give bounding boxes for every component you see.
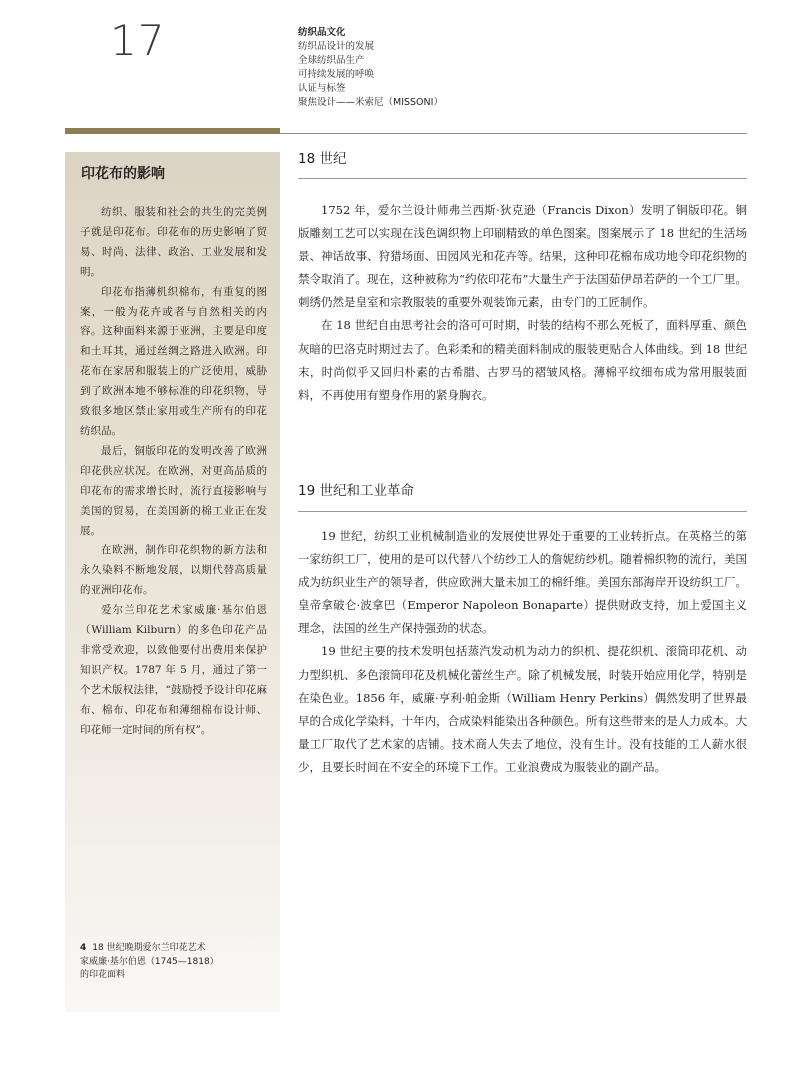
body-paragraph: 在 18 世纪自由思考社会的洛可可时期，时装的结构不那么死板了，面料厚重、颜色灰暗的巴洛克时期过去了。色彩柔和的精美面料制成的服装更贴合人体曲线。到 18 世纪末，时尚似乎又回归朴素的古希腊、古罗马的褶皱风格。薄棉平纹细布成为常用服装面料，不再使用有塑身作用的紧身胸衣。 xyxy=(298,318,747,402)
nav-item: 可持续发展的呼唤 xyxy=(298,69,375,80)
sidebar-title: 印花布的影响 xyxy=(81,166,165,182)
caption-line-1 xyxy=(80,942,270,956)
section-body xyxy=(298,199,747,407)
section-body xyxy=(298,525,747,779)
sidebar-paragraph: 纺织、服装和社会的共生的完美例子就是印花布。印花布的历史影响了贸易、时尚、法律、政治、工业发展和发明。 xyxy=(80,206,267,278)
nav-item: 纺织品设计的发展 xyxy=(298,41,375,52)
section-heading: 19 世纪和工业革命 xyxy=(298,483,414,499)
nav-item: 认证与标签 xyxy=(298,83,346,94)
section-heading: 18 世纪 xyxy=(298,151,347,167)
sidebar-panel xyxy=(65,152,280,1012)
chapter-navigation xyxy=(298,26,443,110)
section-divider xyxy=(298,511,747,512)
sidebar-paragraph: 爱尔兰印花艺术家威廉·基尔伯恩（William Kilburn）的多色印花产品非常受欢迎，以致他要付出费用来保护知识产权。1787 年 5 月，通过了第一个艺术版权法律，“鼓励授予设计印花麻布、棉布、印花布和薄细棉布设计师、印花师一定时间的所有权”。 xyxy=(80,604,267,736)
section-divider xyxy=(298,178,747,179)
caption-line-3: 的印花面料 xyxy=(80,970,126,980)
nav-item: 全球纺织品生产 xyxy=(298,55,365,66)
body-paragraph: 19 世纪主要的技术发明包括蒸汽发动机为动力的织机、提花织机、滚筒印花机、动力型织机、多色滚筒印花及机械化蕾丝生产。除了机械发展，时装开始应用化学，特别是在染色业。1856 年，威廉·亨利·帕金斯（William Henry Perkins）偶然发明了世界最早的合成化学染料，十年内，合成染料能染出各种颜色。所有这些带来的是人力成本。大量工厂取代了艺术家的店铺。技术商人失去了地位，没有生计。没有技能的工人薪水很少，且要长时间在不安全的环境下工作。工业浪费成为服装业的副产品。 xyxy=(298,644,747,774)
caption-number: 4 xyxy=(80,943,87,953)
sidebar-paragraph: 在欧洲，制作印花织物的新方法和永久染料不断地发展，以期代替高质量的亚洲印花布。 xyxy=(80,544,267,597)
header-accent-rule xyxy=(65,128,280,134)
caption-text: 18 世纪晚期爱尔兰印花艺术 xyxy=(92,943,206,953)
header-divider xyxy=(280,133,747,134)
chapter-title: 纺织品文化 xyxy=(298,27,346,38)
nav-item: 聚焦设计——米索尼（MISSONI） xyxy=(298,97,443,108)
figure-caption xyxy=(80,942,270,983)
caption-line-2: 家威廉·基尔伯恩（1745—1818） xyxy=(80,956,219,967)
sidebar-paragraph: 印花布指薄机织棉布，有重复的图案，一般为花卉或者与自然相关的内容。这种面料来源于亚洲，主要是印度和土耳其，通过丝绸之路进入欧洲。印花布在家居和服装上的广泛使用，威胁到了欧洲本地不够标准的印花织物，导致很多地区禁止家用或生产所有的印花纺织品。 xyxy=(80,285,267,437)
sidebar-paragraph: 最后，铜版印花的发明改善了欧洲印花供应状况。在欧洲，对更高品质的印花布的需求增长时，流行直接影响与美国的贸易，在美国新的棉工业正在发展。 xyxy=(80,444,267,537)
body-paragraph: 19 世纪，纺织工业机械制造业的发展使世界处于重要的工业转折点。在英格兰的第一家纺织工厂，使用的是可以代替八个纺纱工人的詹妮纺纱机。随着棉织物的流行，美国成为纺织业生产的领导者，供应欧洲大量未加工的棉纤维。美国东部海岸开设纺织工厂。皇帝拿破仑·波拿巴（Emperor Napoleon Bonaparte）提供财政支持，加上爱国主义理念，法国的丝生产保持强劲的状态。 xyxy=(298,529,747,636)
sidebar-body xyxy=(80,203,267,740)
body-paragraph: 1752 年，爱尔兰设计师弗兰西斯·狄克逊（Francis Dixon）发明了铜版印花。铜版雕刻工艺可以实现在浅色调织物上印刷精致的单色图案。图案展示了 18 世纪的生活场景、神话故事、狩猎场面、田园风光和花卉等。结果，这种印花棉布成功地令印花织物的禁令取消了。现在，这种被称为“约依印花布”大量生产于法国茹伊昂若萨的一个工厂里。刺绣仍然是皇室和宗教服装的重要外观装饰元素，由专门的工匠制作。 xyxy=(298,203,747,310)
chapter-number: 17 xyxy=(110,16,166,65)
